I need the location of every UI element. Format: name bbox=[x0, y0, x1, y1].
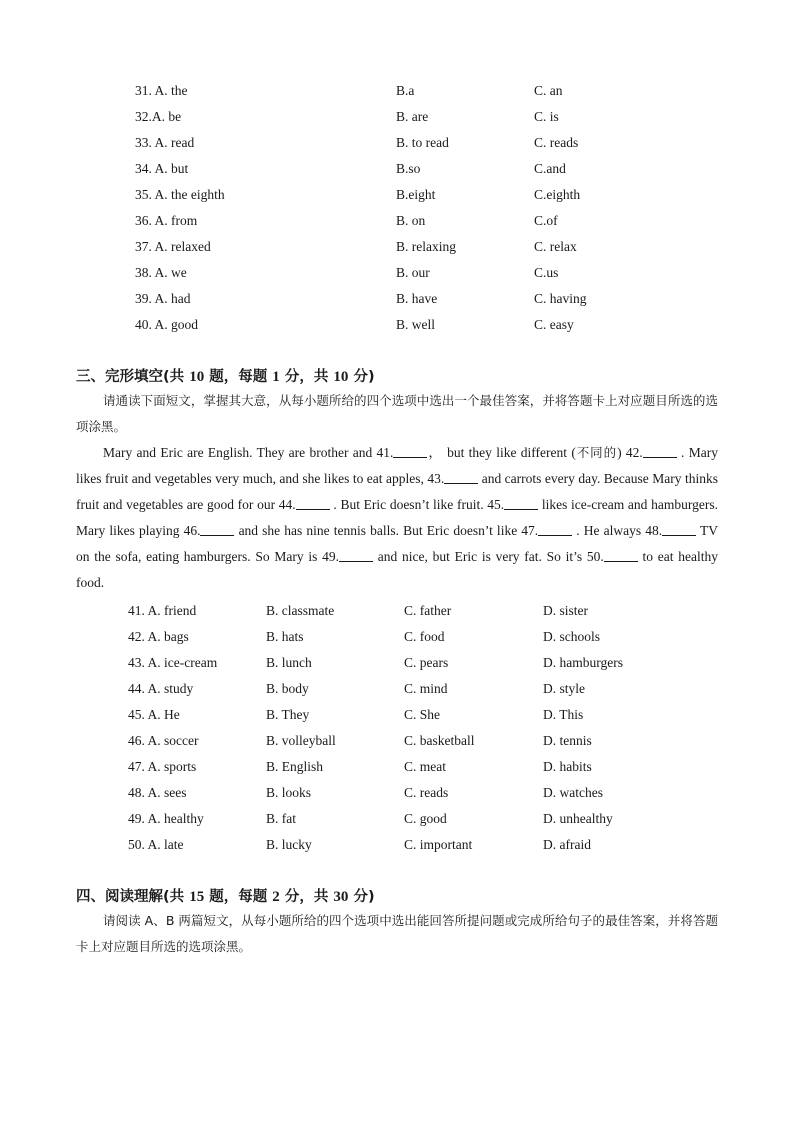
option-c: C. She bbox=[404, 707, 441, 722]
option-d: D. sister bbox=[543, 603, 588, 618]
option-b: B. They bbox=[266, 707, 310, 722]
option-a: 33. A. read bbox=[135, 135, 195, 150]
option-row bbox=[128, 624, 728, 650]
option-row bbox=[135, 156, 735, 182]
passage-text: . But Eric doesn’t like fruit. 45. bbox=[329, 497, 505, 512]
option-d: D. unhealthy bbox=[543, 811, 613, 826]
heading-number: 10 bbox=[333, 369, 349, 385]
option-b: B. are bbox=[396, 109, 429, 124]
option-b: B. lunch bbox=[266, 655, 312, 670]
option-row bbox=[128, 832, 728, 858]
option-a: 44. A. study bbox=[128, 681, 194, 696]
passage-text: . Mary likes fruit and vegetables very much, and she likes to eat apples, 43. bbox=[76, 445, 718, 486]
option-d: D. watches bbox=[543, 785, 603, 800]
cloze-passage bbox=[76, 440, 718, 596]
blank-45 bbox=[504, 495, 538, 510]
passage-text: TV on the sofa, eating hamburgers. So Mary is 49. bbox=[76, 523, 718, 564]
option-row bbox=[135, 182, 735, 208]
reading-instruction: 请阅读 A、B 两篇短文，从每小题所给的四个选项中选出能回答所提问题或完成所给句子的最佳答案，并将答题卡上对应题目所选的选项涂黑。 bbox=[76, 913, 718, 954]
blank-43 bbox=[444, 469, 478, 484]
option-a: 31. A. the bbox=[135, 83, 188, 98]
option-row bbox=[135, 78, 735, 104]
option-b: B. our bbox=[396, 265, 430, 280]
option-row bbox=[128, 754, 728, 780]
option-a: 32.A. be bbox=[135, 109, 182, 124]
option-c: C. important bbox=[404, 837, 473, 852]
option-c: C.and bbox=[534, 161, 566, 176]
option-b: B.so bbox=[396, 161, 421, 176]
option-b: B. volleyball bbox=[266, 733, 336, 748]
option-b: B. relaxing bbox=[396, 239, 456, 254]
option-c: C.eighth bbox=[534, 187, 581, 202]
option-b: B. fat bbox=[266, 811, 296, 826]
option-a: 46. A. soccer bbox=[128, 733, 199, 748]
heading-text: 分) bbox=[348, 889, 375, 905]
option-a: 50. A. late bbox=[128, 837, 184, 852]
blank-49 bbox=[339, 547, 373, 562]
option-b: B. hats bbox=[266, 629, 304, 644]
option-d: D. schools bbox=[543, 629, 600, 644]
option-b: B. looks bbox=[266, 785, 312, 800]
option-c: C. meat bbox=[404, 759, 446, 774]
option-c: C.us bbox=[534, 265, 559, 280]
blank-48 bbox=[662, 521, 696, 536]
heading-text: 分) bbox=[348, 369, 375, 385]
passage-text: ) 42. bbox=[617, 445, 643, 460]
heading-text: 题，每题 bbox=[204, 889, 273, 905]
option-b: B. well bbox=[396, 317, 435, 332]
heading-text: 分，共 bbox=[279, 369, 334, 385]
option-c: C.of bbox=[534, 213, 558, 228]
heading-text: 四、阅读理解(共 bbox=[76, 889, 190, 905]
option-a: 43. A. ice-cream bbox=[128, 655, 218, 670]
option-c: C. basketball bbox=[404, 733, 475, 748]
option-row bbox=[128, 650, 728, 676]
option-row bbox=[128, 702, 728, 728]
option-c: C. is bbox=[534, 109, 559, 124]
passage-text: . He always 48. bbox=[572, 523, 663, 538]
section-heading-reading bbox=[76, 885, 375, 906]
option-b: B. have bbox=[396, 291, 438, 306]
option-c: C. mind bbox=[404, 681, 448, 696]
heading-text: 三、完形填空(共 bbox=[76, 369, 190, 385]
heading-number: 15 bbox=[189, 889, 205, 905]
option-row bbox=[128, 598, 728, 624]
option-a: 48. A. sees bbox=[128, 785, 187, 800]
section-heading-cloze bbox=[76, 365, 375, 386]
option-c: C. pears bbox=[404, 655, 449, 670]
heading-number: 30 bbox=[333, 889, 349, 905]
option-c: C. reads bbox=[404, 785, 449, 800]
option-row bbox=[128, 676, 728, 702]
option-a: 38. A. we bbox=[135, 265, 187, 280]
option-row bbox=[135, 234, 735, 260]
option-b: B.a bbox=[396, 83, 415, 98]
option-a: 35. A. the eighth bbox=[135, 187, 225, 202]
option-a: 47. A. sports bbox=[128, 759, 197, 774]
option-row bbox=[135, 260, 735, 286]
option-d: D. afraid bbox=[543, 837, 591, 852]
option-row bbox=[135, 130, 735, 156]
option-a: 34. A. but bbox=[135, 161, 189, 176]
option-a: 40. A. good bbox=[135, 317, 199, 332]
option-a: 39. A. had bbox=[135, 291, 191, 306]
passage-text: and she has nine tennis balls. But Eric doesn’t like 47. bbox=[234, 523, 539, 538]
option-c: C. good bbox=[404, 811, 447, 826]
cloze-instruction: 请通读下面短文，掌握其大意，从每小题所给的四个选项中选出一个最佳答案，并将答题卡上对应题目所选的选项涂黑。 bbox=[76, 393, 718, 434]
passage-text: ， but they like different ( bbox=[427, 445, 576, 460]
passage-text: and nice, but Eric is very fat. So it’s 50. bbox=[373, 549, 604, 564]
option-c: C. relax bbox=[534, 239, 577, 254]
option-row bbox=[135, 104, 735, 130]
option-a: 41. A. friend bbox=[128, 603, 197, 618]
option-d: D. hamburgers bbox=[543, 655, 623, 670]
passage-text: likes ice-cream and hamburgers. Mary likes playing 46. bbox=[76, 497, 718, 538]
option-row bbox=[135, 286, 735, 312]
blank-42 bbox=[643, 443, 677, 458]
option-c: C. easy bbox=[534, 317, 574, 332]
option-row bbox=[135, 312, 735, 338]
blank-44 bbox=[296, 495, 330, 510]
option-row bbox=[135, 208, 735, 234]
option-d: D. habits bbox=[543, 759, 592, 774]
heading-number: 2 bbox=[272, 889, 280, 905]
option-c: C. food bbox=[404, 629, 445, 644]
options-31-40 bbox=[135, 78, 735, 338]
option-d: D. tennis bbox=[543, 733, 592, 748]
option-b: B.eight bbox=[396, 187, 436, 202]
option-c: C. having bbox=[534, 291, 587, 306]
option-row bbox=[128, 806, 728, 832]
blank-50 bbox=[604, 547, 638, 562]
option-row bbox=[128, 780, 728, 806]
blank-41 bbox=[393, 443, 427, 458]
option-row bbox=[128, 728, 728, 754]
passage-text-cjk: 不同的 bbox=[575, 445, 618, 460]
option-d: D. style bbox=[543, 681, 585, 696]
blank-46 bbox=[200, 521, 234, 536]
passage-text: to eat healthy food. bbox=[76, 549, 718, 590]
heading-text: 题，每题 bbox=[204, 369, 273, 385]
option-d: D. This bbox=[543, 707, 584, 722]
option-b: B. English bbox=[266, 759, 324, 774]
option-c: C. father bbox=[404, 603, 452, 618]
option-a: 45. A. He bbox=[128, 707, 180, 722]
heading-text: 分，共 bbox=[279, 889, 334, 905]
option-a: 49. A. healthy bbox=[128, 811, 204, 826]
option-b: B. body bbox=[266, 681, 309, 696]
option-b: B. on bbox=[396, 213, 426, 228]
option-b: B. lucky bbox=[266, 837, 312, 852]
option-c: C. reads bbox=[534, 135, 579, 150]
option-b: B. to read bbox=[396, 135, 449, 150]
passage-text: and carrots every day. Because Mary thinks fruit and vegetables are good for our 44. bbox=[76, 471, 718, 512]
passage-text: Mary and Eric are English. They are brother and 41. bbox=[103, 445, 394, 460]
heading-number: 1 bbox=[272, 369, 280, 385]
options-41-50 bbox=[128, 598, 728, 858]
heading-number: 10 bbox=[189, 369, 205, 385]
option-c: C. an bbox=[534, 83, 563, 98]
option-a: 42. A. bags bbox=[128, 629, 189, 644]
option-a: 36. A. from bbox=[135, 213, 198, 228]
option-a: 37. A. relaxed bbox=[135, 239, 211, 254]
blank-47 bbox=[538, 521, 572, 536]
option-b: B. classmate bbox=[266, 603, 335, 618]
